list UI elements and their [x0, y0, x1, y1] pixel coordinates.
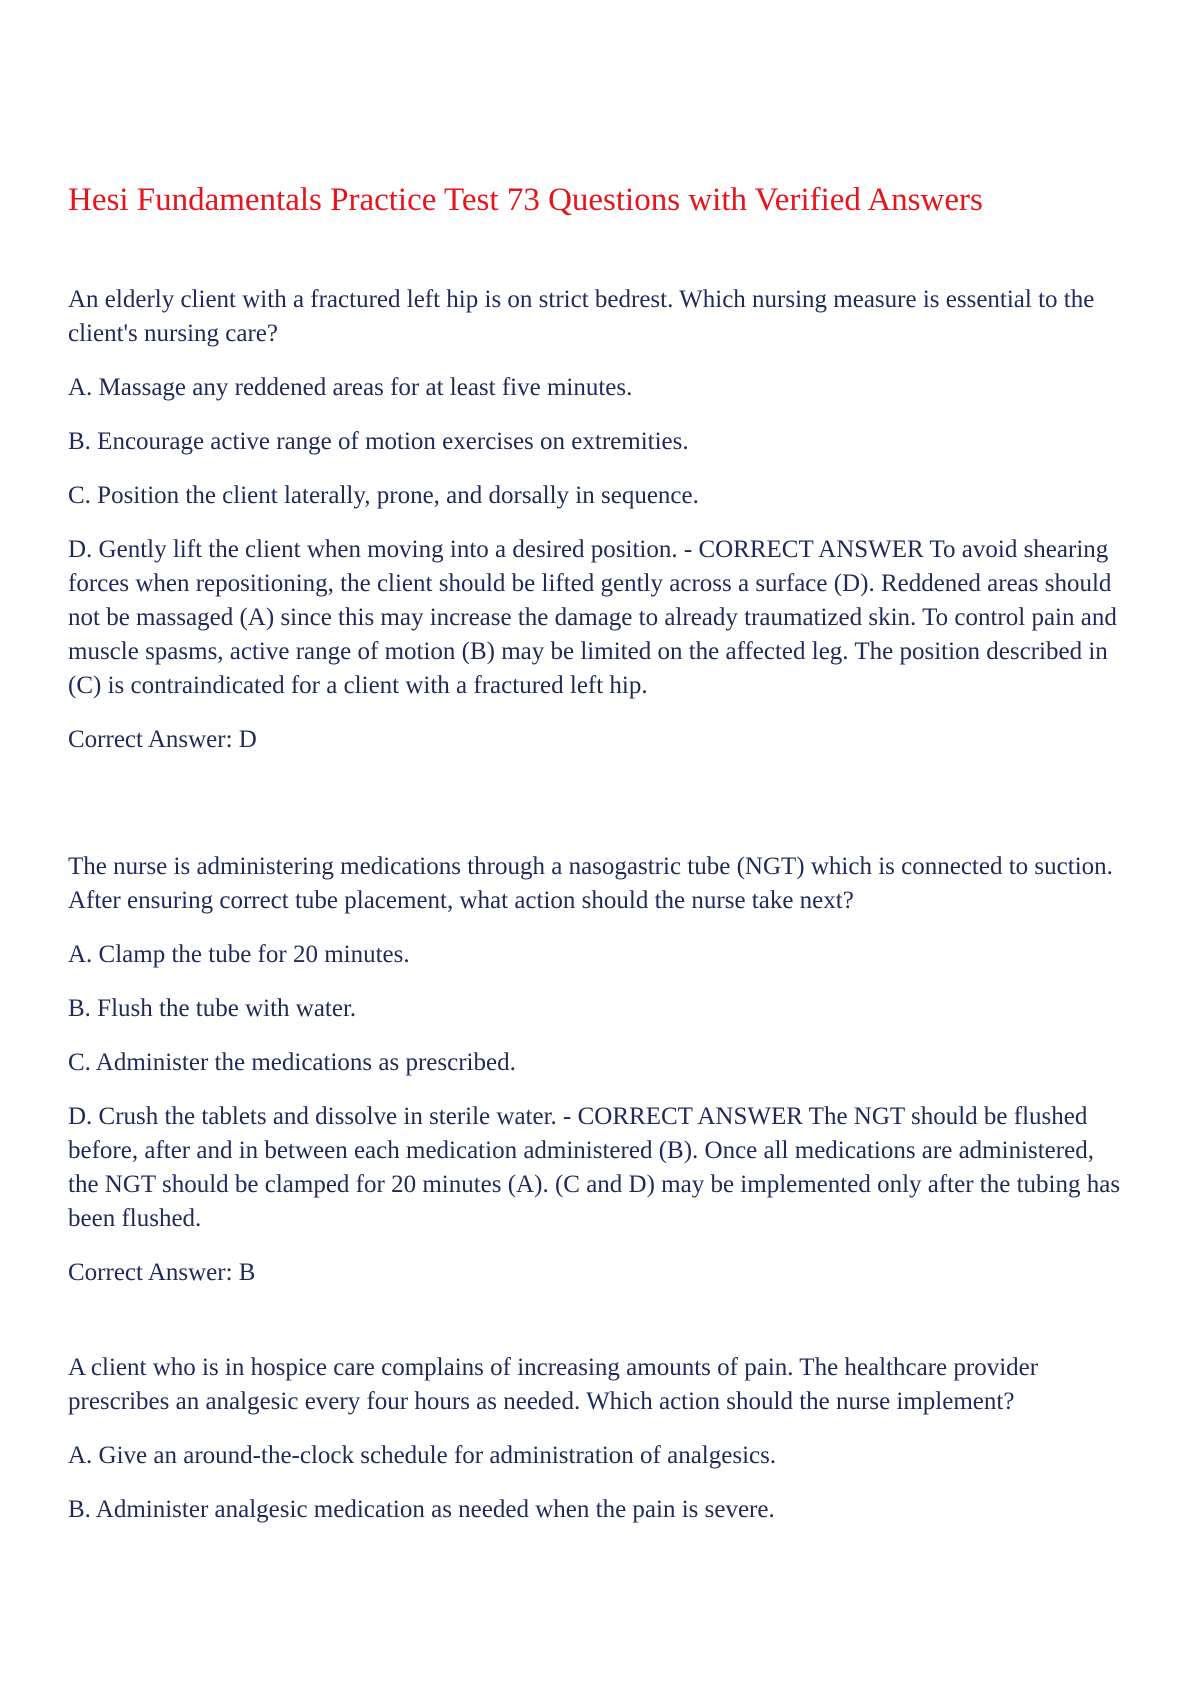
question-stem: An elderly client with a fractured left hip is on strict bedrest. Which nursing measure is essential to the client's nursing care? — [68, 286, 1095, 347]
correct-answer: Correct Answer: D — [68, 726, 257, 753]
option-c: C. Administer the medications as prescribed. — [68, 1049, 516, 1076]
option-d: D. Gently lift the client when moving into a desired position. - CORRECT ANSWER To avoid shearing forces when repositioning, the client should be lifted gently across a surface (D). Reddened areas should not be massaged (A) since this may increase the damage to already traumatized skin. To control pain and muscle spasms, active range of motion (B) may be limited on the affected leg. The position described in (C) is contraindicated for a client with a fractured left hip. — [68, 536, 1117, 699]
option-d: D. Crush the tablets and dissolve in sterile water. - CORRECT ANSWER The NGT should be flushed before, after and in between each medication administered (B). Once all medications are administered, the NGT should be clamped for 20 minutes (A). (C and D) may be implemented only after the tubing has been flushed. — [68, 1103, 1121, 1232]
option-a: A. Give an around-the-clock schedule for administration of analgesics. — [68, 1442, 777, 1469]
question-2 — [68, 850, 1128, 1290]
option-c: C. Position the client laterally, prone, and dorsally in sequence. — [68, 482, 699, 509]
question-3 — [68, 1351, 1128, 1527]
question-1 — [68, 283, 1128, 757]
document-title: Hesi Fundamentals Practice Test 73 Questions with Verified Answers — [68, 182, 983, 218]
question-stem: A client who is in hospice care complains of increasing amounts of pain. The healthcare provider prescribes an analgesic every four hours as needed. Which action should the nurse implement? — [68, 1354, 1039, 1415]
correct-answer: Correct Answer: B — [68, 1259, 256, 1286]
option-b: B. Flush the tube with water. — [68, 995, 357, 1022]
option-b: B. Administer analgesic medication as needed when the pain is severe. — [68, 1496, 775, 1523]
option-b: B. Encourage active range of motion exercises on extremities. — [68, 428, 689, 455]
option-a: A. Clamp the tube for 20 minutes. — [68, 941, 410, 968]
option-a: A. Massage any reddened areas for at least five minutes. — [68, 374, 633, 401]
question-stem: The nurse is administering medications through a nasogastric tube (NGT) which is connected to suction. After ensuring correct tube placement, what action should the nurse take next? — [68, 853, 1113, 914]
